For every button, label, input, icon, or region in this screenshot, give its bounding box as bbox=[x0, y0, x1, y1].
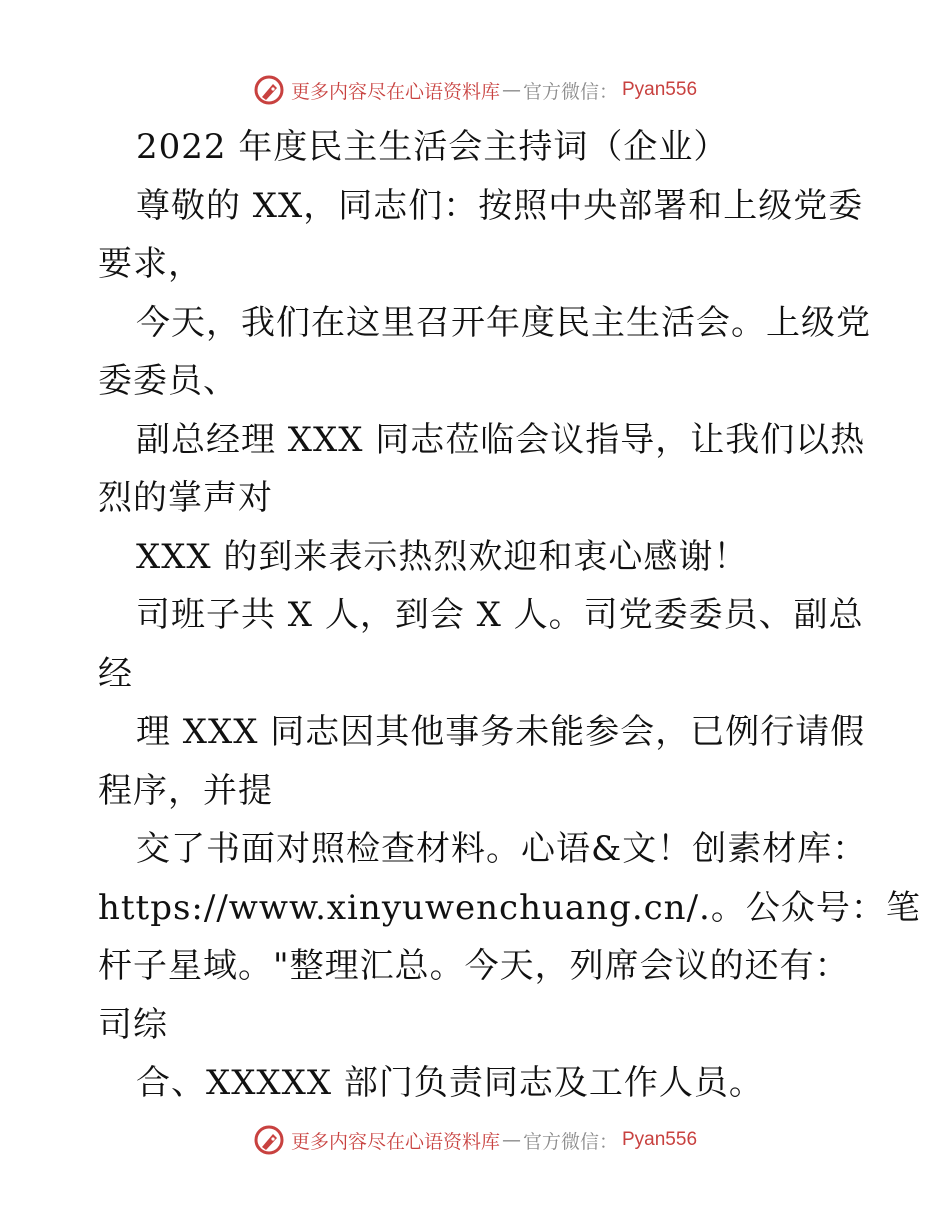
document-line: XXX 的到来表示热烈欢迎和衷心感谢！ bbox=[136, 536, 749, 577]
banner-main-text: 更多内容尽在心语资料库 bbox=[290, 80, 500, 103]
document-line: 2022 年度民主生活会主持词（企业） bbox=[136, 127, 729, 167]
document-line: 交了书面对照检查材料。心语&文！创素材库： bbox=[136, 829, 868, 869]
footer-watermark-banner bbox=[0, 1124, 950, 1156]
banner-wechat-label: 官方微信： bbox=[522, 1130, 618, 1153]
document-line: 合、XXXXX 部门负责同志及工作人员。 bbox=[136, 1063, 764, 1103]
document-line: 程序，并提 bbox=[98, 770, 273, 811]
document-line: 杆子星域。"整理汇总。今天，列席会议的还有： bbox=[98, 946, 850, 986]
pen-nib-logo-icon bbox=[253, 1124, 285, 1156]
banner-account: Pyan556 bbox=[622, 1129, 698, 1150]
document-line: 经 bbox=[98, 653, 133, 694]
document-line: 要求， bbox=[98, 244, 203, 284]
banner-main-text: 更多内容尽在心语资料库 bbox=[290, 1130, 500, 1153]
document-line: https://www.xinyuwenchuang.cn/.。公众号：笔 bbox=[98, 887, 921, 928]
banner-dash: — bbox=[501, 79, 521, 101]
document-line: 烈的掌声对 bbox=[98, 478, 273, 518]
document-body bbox=[98, 118, 921, 1113]
document-line: 司综 bbox=[98, 1004, 168, 1045]
banner-dash: — bbox=[501, 1129, 521, 1151]
document-line: 副总经理 XXX 同志莅临会议指导，让我们以热 bbox=[136, 419, 866, 460]
document-line: 尊敬的 XX，同志们：按照中央部署和上级党委 bbox=[136, 185, 864, 226]
banner-account: Pyan556 bbox=[622, 79, 698, 100]
document-line: 委委员、 bbox=[98, 361, 238, 401]
pen-nib-logo-icon bbox=[253, 74, 285, 106]
document-line: 司班子共 X 人，到会 X 人。司党委委员、副总 bbox=[136, 595, 864, 635]
header-watermark-banner bbox=[0, 74, 950, 106]
document-line: 今天，我们在这里召开年度民主生活会。上级党 bbox=[136, 302, 871, 343]
document-line: 理 XXX 同志因其他事务未能参会，已例行请假 bbox=[136, 712, 866, 752]
banner-wechat-label: 官方微信： bbox=[522, 80, 618, 103]
